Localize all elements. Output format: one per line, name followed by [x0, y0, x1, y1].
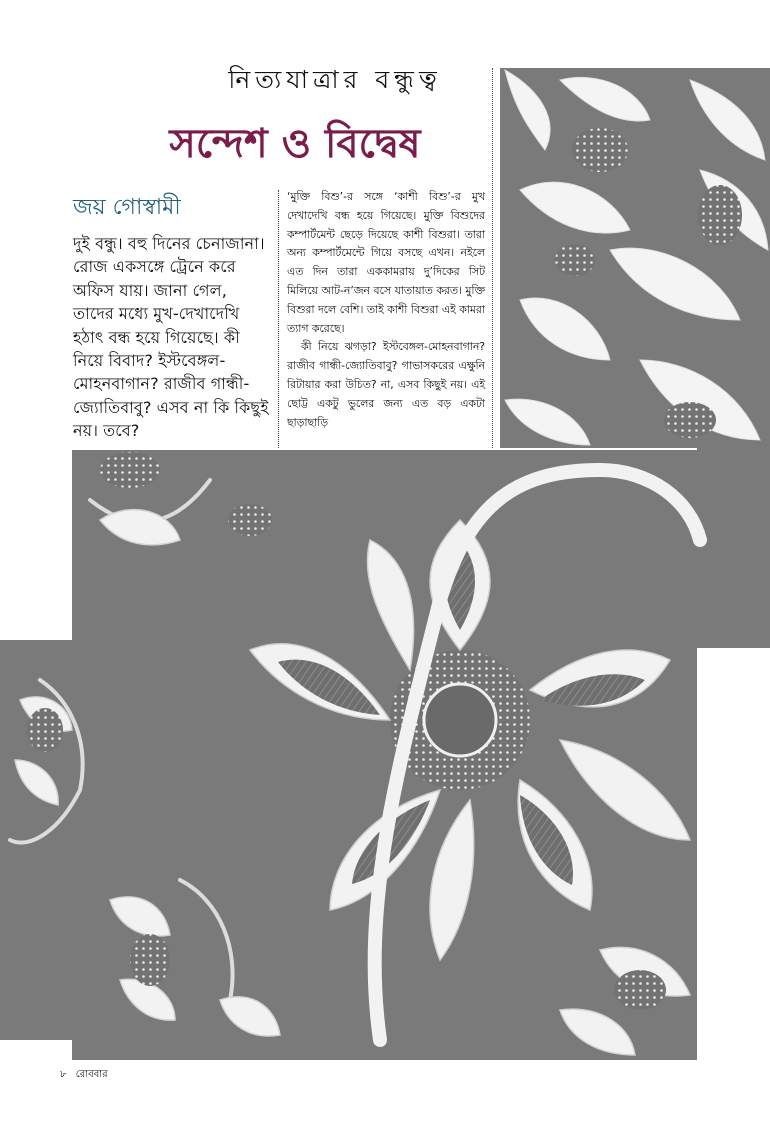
author-byline: জয় গোস্বামী: [73, 195, 181, 220]
magazine-name: রোববার: [75, 1069, 108, 1080]
body-paragraph: কী নিয়ে ঝগড়া? ইস্টবেঙ্গল-মোহনবাগান? রাজীব গান্ধী-জ্যোতিবাবু? গাভাসকরের এক্ষুনি রিটায়ার করা উচিত? না, এসব কিছুই নয়। এই ছোট্ট একটু ভুলের জন্য এত বড় একটা ছাড়াছাড়ি: [287, 340, 485, 429]
body-paragraph: ‘মুক্তি বিশু’-র সঙ্গে ‘কাশী বিশু’-র মুখ দেখাদেখি বন্ধ হয়ে গিয়েছে। মুক্তি বিশুদের কম্পার্টমেন্ট ছেড়ে দিয়েছে কাশী বিশুরা। তারা অন্য কম্পার্টমেন্টে গিয়ে বসছে এখন। নইলে এত দিন তারা এককামরায় দু’দিকের সিট মিলিয়ে আট-ন’জন বসে যাতায়াত করত। মুক্তি বিশুরা দলে বেশি। তাই কাশী বিশুরা এই কামরা ত্যাগ করেছে।: [287, 190, 485, 335]
intro-text: দুই বন্ধু। বহু দিনের চেনাজানা। রোজ একসঙ্গে ট্রেনে করে অফিস যায়। জানা গেল, তাদের মধ্যে মুখ-দেখাদেখি হঠাৎ বন্ধ হয়ে গিয়েছে। কী নিয়ে বিবাদ? ইস্টবেঙ্গল-মোহনবাগান? রাজীব গান্ধী-জ্যোতিবাবু? এসব না কি কিছুই নয়। তবে?: [73, 234, 269, 441]
intro-standfirst: [73, 232, 271, 443]
headline: সন্দেশ ও বিদ্বেষ: [169, 121, 421, 167]
page-number: ৮: [60, 1069, 67, 1080]
body-column: [287, 188, 485, 432]
series-title: নিত্যযাত্রার বন্ধুত্ব: [228, 65, 442, 94]
page-footer: [60, 1067, 108, 1084]
column-divider-right: [492, 68, 493, 448]
column-divider-left: [278, 190, 279, 448]
